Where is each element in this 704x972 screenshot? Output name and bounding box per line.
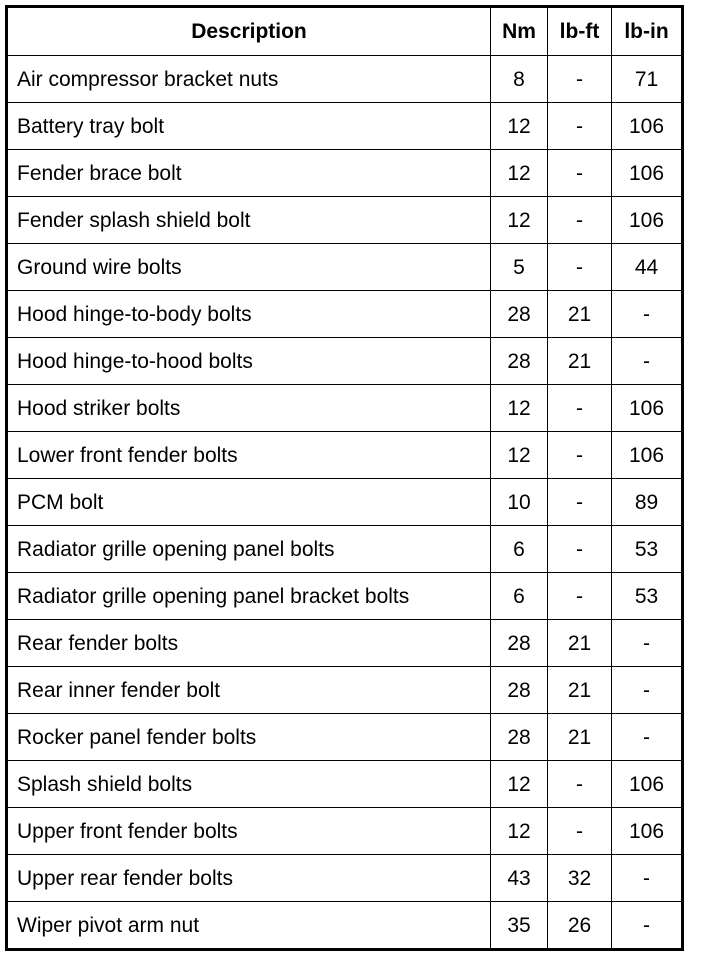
table-row	[7, 761, 683, 808]
cell-description: Wiper pivot arm nut	[7, 902, 491, 950]
cell-nm: 12	[491, 103, 548, 150]
torque-spec-table	[5, 5, 684, 951]
cell-lb-ft: -	[548, 197, 612, 244]
cell-lb-in: 106	[612, 385, 683, 432]
table-row	[7, 291, 683, 338]
cell-lb-in: 53	[612, 526, 683, 573]
table-row	[7, 244, 683, 291]
table-row	[7, 667, 683, 714]
cell-nm: 12	[491, 150, 548, 197]
table-body	[7, 56, 683, 950]
table-row	[7, 808, 683, 855]
cell-nm: 28	[491, 714, 548, 761]
cell-description: Hood hinge-to-body bolts	[7, 291, 491, 338]
cell-nm: 12	[491, 808, 548, 855]
cell-lb-in: -	[612, 855, 683, 902]
table-row	[7, 385, 683, 432]
table-row	[7, 620, 683, 667]
cell-lb-ft: -	[548, 56, 612, 103]
cell-nm: 12	[491, 432, 548, 479]
cell-lb-ft: -	[548, 432, 612, 479]
cell-nm: 28	[491, 338, 548, 385]
cell-description: PCM bolt	[7, 479, 491, 526]
cell-lb-in: 106	[612, 150, 683, 197]
cell-lb-ft: -	[548, 526, 612, 573]
cell-nm: 5	[491, 244, 548, 291]
table-row	[7, 479, 683, 526]
table-row	[7, 103, 683, 150]
cell-nm: 6	[491, 526, 548, 573]
table-row	[7, 150, 683, 197]
cell-lb-ft: -	[548, 385, 612, 432]
cell-nm: 12	[491, 385, 548, 432]
cell-description: Radiator grille opening panel bracket bolts	[7, 573, 491, 620]
cell-lb-ft: -	[548, 150, 612, 197]
table-row	[7, 573, 683, 620]
cell-lb-in: -	[612, 291, 683, 338]
cell-nm: 8	[491, 56, 548, 103]
cell-nm: 28	[491, 667, 548, 714]
cell-lb-ft: -	[548, 808, 612, 855]
cell-lb-in: 44	[612, 244, 683, 291]
cell-description: Rocker panel fender bolts	[7, 714, 491, 761]
cell-description: Air compressor bracket nuts	[7, 56, 491, 103]
cell-lb-in: -	[612, 902, 683, 950]
table-row	[7, 432, 683, 479]
cell-description: Rear inner fender bolt	[7, 667, 491, 714]
cell-lb-in: -	[612, 620, 683, 667]
cell-lb-ft: -	[548, 479, 612, 526]
cell-description: Splash shield bolts	[7, 761, 491, 808]
cell-description: Fender brace bolt	[7, 150, 491, 197]
cell-lb-in: 71	[612, 56, 683, 103]
cell-description: Upper front fender bolts	[7, 808, 491, 855]
cell-lb-in: 53	[612, 573, 683, 620]
header-lb-ft: lb-ft	[548, 7, 612, 56]
cell-description: Ground wire bolts	[7, 244, 491, 291]
cell-description: Hood striker bolts	[7, 385, 491, 432]
cell-description: Hood hinge-to-hood bolts	[7, 338, 491, 385]
cell-lb-ft: 32	[548, 855, 612, 902]
cell-lb-ft: 21	[548, 338, 612, 385]
cell-lb-ft: -	[548, 244, 612, 291]
cell-lb-in: 89	[612, 479, 683, 526]
cell-nm: 12	[491, 197, 548, 244]
cell-lb-in: 106	[612, 103, 683, 150]
table-row	[7, 526, 683, 573]
header-row	[7, 7, 683, 56]
cell-lb-ft: 21	[548, 291, 612, 338]
cell-nm: 12	[491, 761, 548, 808]
cell-lb-in: -	[612, 714, 683, 761]
table-row	[7, 714, 683, 761]
cell-description: Lower front fender bolts	[7, 432, 491, 479]
cell-description: Battery tray bolt	[7, 103, 491, 150]
cell-lb-ft: -	[548, 761, 612, 808]
cell-nm: 43	[491, 855, 548, 902]
cell-lb-in: -	[612, 667, 683, 714]
table-row	[7, 338, 683, 385]
cell-lb-in: -	[612, 338, 683, 385]
header-nm: Nm	[491, 7, 548, 56]
table-row	[7, 197, 683, 244]
table-row	[7, 56, 683, 103]
cell-lb-ft: 26	[548, 902, 612, 950]
cell-nm: 35	[491, 902, 548, 950]
header-lb-in: lb-in	[612, 7, 683, 56]
cell-description: Fender splash shield bolt	[7, 197, 491, 244]
cell-lb-ft: 21	[548, 620, 612, 667]
cell-lb-in: 106	[612, 197, 683, 244]
table-row	[7, 902, 683, 950]
cell-lb-in: 106	[612, 808, 683, 855]
cell-lb-ft: 21	[548, 667, 612, 714]
table-header	[7, 7, 683, 56]
cell-description: Radiator grille opening panel bolts	[7, 526, 491, 573]
cell-lb-in: 106	[612, 761, 683, 808]
cell-lb-ft: -	[548, 103, 612, 150]
cell-nm: 28	[491, 291, 548, 338]
cell-nm: 10	[491, 479, 548, 526]
cell-lb-ft: -	[548, 573, 612, 620]
cell-nm: 6	[491, 573, 548, 620]
cell-lb-ft: 21	[548, 714, 612, 761]
cell-description: Upper rear fender bolts	[7, 855, 491, 902]
header-description: Description	[7, 7, 491, 56]
cell-nm: 28	[491, 620, 548, 667]
cell-description: Rear fender bolts	[7, 620, 491, 667]
table-row	[7, 855, 683, 902]
cell-lb-in: 106	[612, 432, 683, 479]
